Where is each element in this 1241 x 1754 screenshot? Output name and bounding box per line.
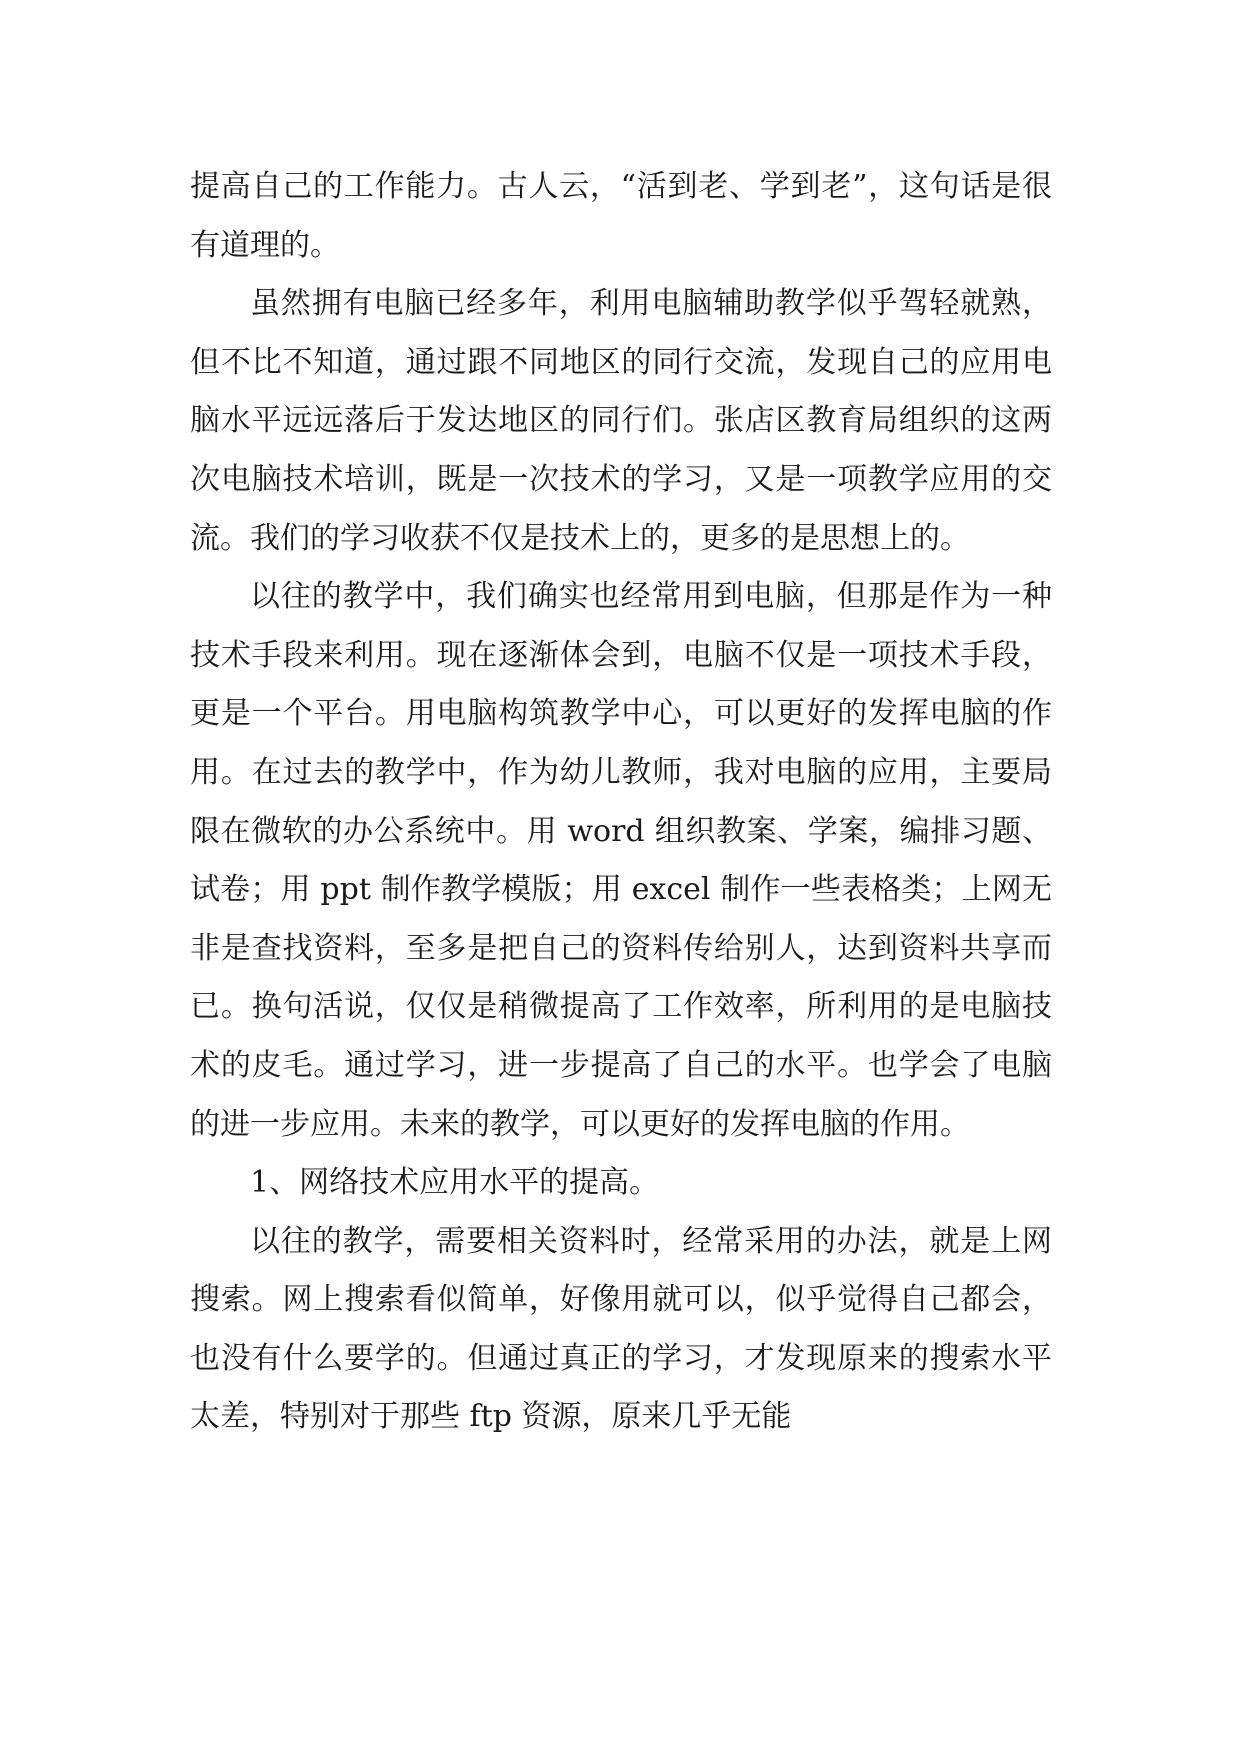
paragraph-4: 以往的教学，需要相关资料时，经常采用的办法，就是上网搜索。网上搜索看似简单，好像用就可以，似乎觉得自己都会，也没有什么要学的。但通过真正的学习，才发现原来的搜索水平太差，特别对于那些 ftp 资源，原来几乎无能 (190, 1223, 1052, 1435)
paragraph-3: 以往的教学中，我们确实也经常用到电脑，但那是作为一种技术手段来利用。现在逐渐体会到，电脑不仅是一项技术手段，更是一个平台。用电脑构筑教学中心，可以更好的发挥电脑的作用。在过去的教学中，作为幼儿教师，我对电脑的应用，主要局限在微软的办公系统中。用 word 组织教案、学案，编排习题、试卷；用 ppt 制作教学模版；用 excel 制作一些表格类；上网无非是查找资料，至多是把自己的资料传给别人，达到资料共享而已。换句活说，仅仅是稍微提高了工作效率，所利用的是电脑技术的皮毛。通过学习，进一步提高了自己的水平。也学会了电脑的进一步应用。未来的教学，可以更好的发挥电脑的作用。 (190, 579, 1052, 1142)
paragraph-heading-1: 1、网络技术应用水平的提高。 (250, 1165, 660, 1201)
paragraph-2: 虽然拥有电脑已经多年，利用电脑辅助教学似乎驾轻就熟，但不比不知道，通过跟不同地区的同行交流，发现自己的应用电脑水平远远落后于发达地区的同行们。张店区教育局组织的这两次电脑技术培训，既是一次技术的学习，又是一项教学应用的交流。我们的学习收获不仅是技术上的，更多的是思想上的。 (190, 286, 1052, 556)
paragraph-1: 提高自己的工作能力。古人云，“活到老、学到老”，这句话是很有道理的。 (190, 169, 1052, 263)
document-page (190, 158, 1052, 1447)
